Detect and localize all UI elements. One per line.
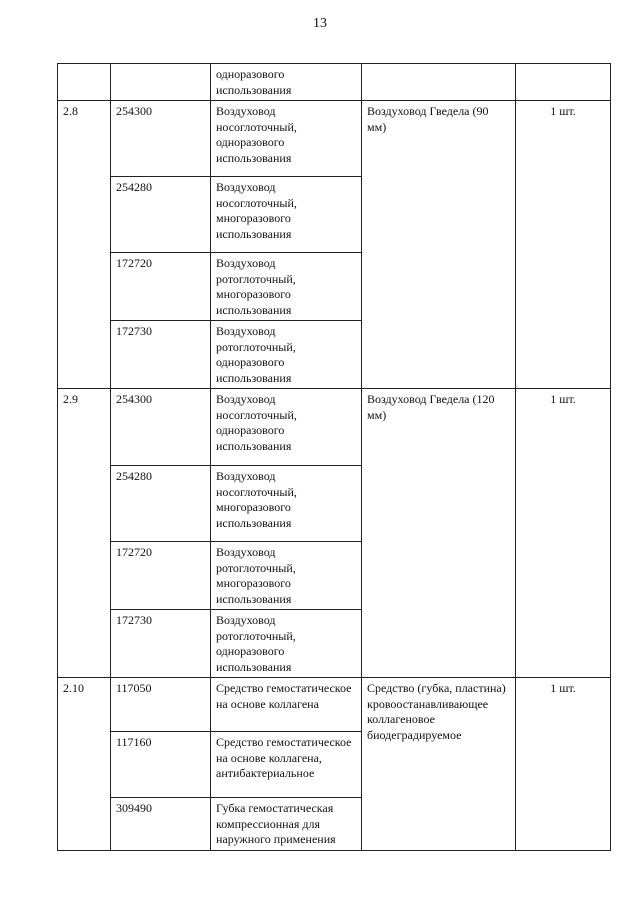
item-number-cell: 2.10 xyxy=(58,678,111,851)
item-name-cell: одноразового использования xyxy=(211,64,362,101)
item-name-cell: Воздуховод носоглоточный, многоразового использования xyxy=(211,466,362,542)
item-name-cell: Воздуховод носоглоточный, одноразового использования xyxy=(211,389,362,466)
item-name-cell: Воздуховод ротоглоточный, многоразового использования xyxy=(211,253,362,321)
item-code-cell: 172720 xyxy=(111,542,211,610)
item-number-cell: 2.9 xyxy=(58,389,111,678)
item-description-cell: Воздуховод Гведела (120 мм) xyxy=(362,389,516,678)
item-number-cell xyxy=(58,64,111,101)
item-quantity-cell: 1 шт. xyxy=(516,389,611,678)
item-quantity-cell: 1 шт. xyxy=(516,101,611,389)
item-number-cell: 2.8 xyxy=(58,101,111,389)
item-code-cell: 117050 xyxy=(111,678,211,732)
equipment-table xyxy=(57,63,611,851)
item-code-cell: 172730 xyxy=(111,321,211,389)
item-name-cell: Губка гемостатическая компрессионная для наружного применения xyxy=(211,798,362,851)
item-name-cell: Воздуховод ротоглоточный, одноразового использования xyxy=(211,610,362,678)
item-code-cell: 172730 xyxy=(111,610,211,678)
item-code-cell: 254280 xyxy=(111,177,211,253)
item-code-cell: 117160 xyxy=(111,732,211,798)
table-row xyxy=(58,678,611,732)
item-description-cell xyxy=(362,64,516,101)
item-quantity-cell xyxy=(516,64,611,101)
item-name-cell: Воздуховод ротоглоточный, одноразового использования xyxy=(211,321,362,389)
table-row xyxy=(58,389,611,466)
item-quantity-cell: 1 шт. xyxy=(516,678,611,851)
item-name-cell: Средство гемостатическое на основе коллагена xyxy=(211,678,362,732)
page-number: 13 xyxy=(313,16,327,31)
item-description-cell: Средство (губка, пластина) кровоостанавливающее коллагеновое биодеградируемое xyxy=(362,678,516,851)
item-name-cell: Средство гемостатическое на основе коллагена, антибактериальное xyxy=(211,732,362,798)
item-name-cell: Воздуховод носоглоточный, многоразового использования xyxy=(211,177,362,253)
item-name-cell: Воздуховод носоглоточный, одноразового использования xyxy=(211,101,362,177)
item-code-cell: 172720 xyxy=(111,253,211,321)
item-code-cell: 254280 xyxy=(111,466,211,542)
item-code-cell: 254300 xyxy=(111,389,211,466)
item-code-cell: 254300 xyxy=(111,101,211,177)
item-code-cell: 309490 xyxy=(111,798,211,851)
item-description-cell: Воздуховод Гведела (90 мм) xyxy=(362,101,516,389)
item-name-cell: Воздуховод ротоглоточный, многоразового использования xyxy=(211,542,362,610)
table-row xyxy=(58,101,611,177)
table-row-continuation xyxy=(58,64,611,101)
item-code-cell xyxy=(111,64,211,101)
